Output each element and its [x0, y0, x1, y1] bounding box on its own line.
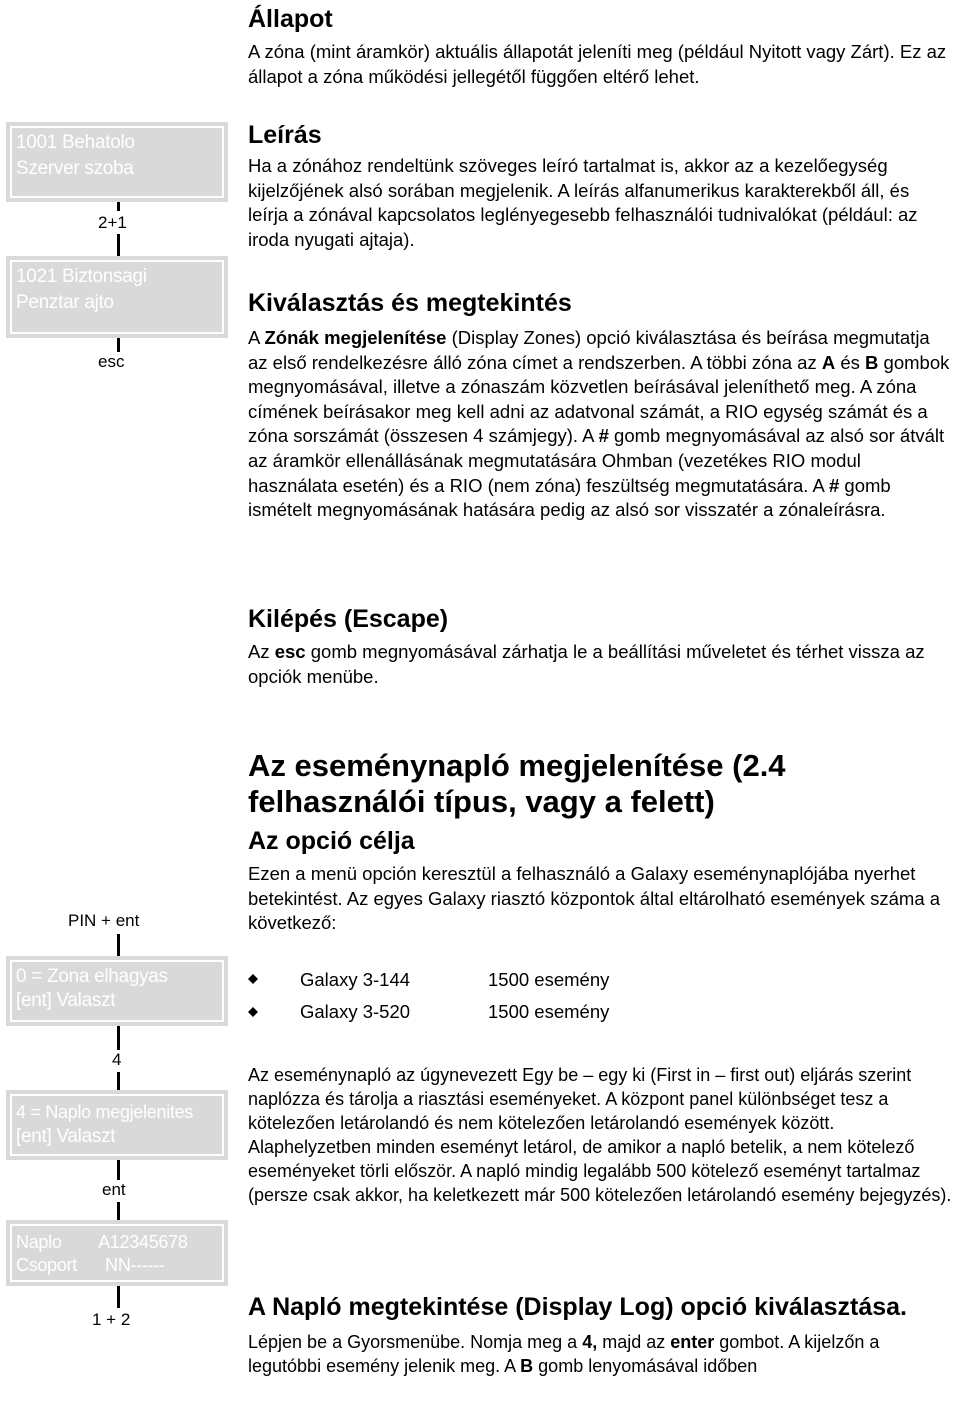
- key-label-1-plus-2: 1 + 2: [92, 1310, 131, 1329]
- subsection-title: Az opció célja: [248, 827, 415, 855]
- section-body: A zóna (mint áramkör) aktuális állapotát jeleníti meg (például Nyitott vagy Zárt). Ez az állapot a zóna működési jellegétől függően eltérő lehet.: [248, 41, 947, 87]
- list-item-model: Galaxy 3-520: [300, 1001, 411, 1022]
- section-allapot: [248, 4, 954, 89]
- lcd-display-menu-4: [6, 1090, 228, 1160]
- key-label-4: 4: [112, 1050, 122, 1069]
- section-kilepes: [248, 604, 954, 689]
- lcd-line-2: [ent] Valaszt: [16, 990, 116, 1011]
- section-kivalasztas: [248, 288, 954, 523]
- flow-connector: [117, 1286, 120, 1308]
- section-body: Ezen a menü opción keresztül a felhasználó a Galaxy eseménynaplójába nyerhet betekintést. Az egyes Galaxy riasztó központok által eltárolható események száma a következő:: [248, 863, 941, 934]
- lcd-line-2: Csoport NN------: [16, 1255, 165, 1275]
- flow-connector: [117, 1072, 120, 1090]
- section-body: Az esc gomb megnyomásával zárhatja le a beállítási műveletet és térhet vissza az opciók menübe.: [248, 641, 925, 687]
- lcd-line-2: [ent] Valaszt: [16, 1126, 116, 1147]
- list-item-count: 1500 esemény: [488, 1001, 610, 1022]
- flow-connector: [117, 338, 120, 352]
- key-label-2-plus-1: 2+1: [98, 211, 127, 235]
- lcd-line-1: 4 = Naplo megjelenites: [16, 1102, 194, 1122]
- key-label-pin-ent: PIN + ent: [68, 911, 140, 930]
- lcd-line-1: 0 = Zona elhagyas: [16, 966, 168, 987]
- flow-connector: [117, 1202, 120, 1220]
- diamond-bullet-icon: [248, 974, 258, 984]
- flow-connector: [117, 1026, 120, 1050]
- lcd-line-1: 1001 Behatolo: [16, 132, 135, 153]
- lcd-line-1: 1021 Biztonsagi: [16, 266, 147, 287]
- diamond-bullet-icon: [248, 1007, 258, 1017]
- lcd-display-menu-0: [6, 956, 228, 1026]
- section-body: Ha a zónához rendeltünk szöveges leíró tartalmat is, akkor az a kezelőegység kijelzőjének alsó sorában megjelenik. A leírás alfanumerikus karakterekből áll, és leírja a zónával kapcsolatos leglényegesebb felhasználói tudnivalókat (például: az iroda nyugati ajtaja).: [248, 155, 918, 250]
- lcd-line-2: Penztar ajto: [16, 292, 114, 313]
- section-title: Állapot: [248, 5, 333, 33]
- section-title: Kiválasztás és megtekintés: [248, 289, 572, 317]
- lcd-display-log: [6, 1220, 228, 1286]
- section-body: Az eseménynapló az úgynevezett Egy be – egy ki (First in – first out) eljárás szerint naplózza és tárolja a riasztási eseményeket. A központ panel különbséget tesz a kötelezően letárolandó és nem kötelezően letárolandó események között. Alaphelyzetben minden eseményt letárol, de amikor a napló betelik, a nem kötelező eseményeket törli először. A napló mindig legalább 500 kötelező eseményt tartalmaz (persze csak akkor, ha keletkezett már 500 kötelezően letárolandó esemény bejegyzés).: [248, 1065, 952, 1205]
- lcd-display-zone-1001: [6, 122, 228, 202]
- lcd-display-zone-1021: [6, 256, 228, 338]
- section-leiras: [248, 120, 954, 252]
- chapter-title: Az eseménynapló megjelenítése (2.4 felhasználói típus, vagy a felett): [248, 748, 786, 819]
- section-title: Kilépés (Escape): [248, 605, 449, 633]
- flow-connector: [117, 234, 120, 256]
- list-item-model: Galaxy 3-144: [300, 969, 411, 990]
- flow-connector: [117, 1160, 120, 1180]
- section-body: A Zónák megjelenítése (Display Zones) opció kiválasztása és beírása megmutatja az első rendelkezésre álló zóna címet a rendszerben. A többi zóna az A és B gombok megnyomásával, illetve a zónaszám közvetlen beírásával jeleníthető meg. A zóna címének beírásakor meg kell adni az adatvonal számát, a RIO egység számát és a zóna sorszámát (összesen 4 számjegy). A # gomb megnyomásával az alsó sor átvált az áramkör ellenállásának megmutatására Ohmban (vezetékes RIO modul használata esetén) és a RIO (nem zóna) feszültség megmutatására. A # gomb ismételt megnyomásának hatására pedig az alsó sor visszatér a zónaleírásra.: [248, 327, 950, 521]
- section-naplo-megtekintese: [248, 1292, 954, 1378]
- section-esemenynaplo: [248, 748, 954, 936]
- section-title: Leírás: [248, 121, 322, 149]
- section-esemenynaplo-fifo: [248, 1063, 954, 1207]
- lcd-line-1: Naplo A12345678: [16, 1232, 188, 1252]
- list-item-count: 1500 esemény: [488, 969, 610, 990]
- section-body: Lépjen be a Gyorsmenübe. Nomja meg a 4, majd az enter gombot. A kijelzőn a legutóbbi esemény jelenik meg. A B gomb lenyomásával időben: [248, 1332, 880, 1376]
- lcd-line-2: Szerver szoba: [16, 158, 134, 179]
- section-title: A Napló megtekintése (Display Log) opció kiválasztása.: [248, 1293, 907, 1321]
- flow-connector: [117, 934, 120, 956]
- key-label-esc: esc: [98, 352, 125, 371]
- key-label-ent: ent: [102, 1180, 126, 1199]
